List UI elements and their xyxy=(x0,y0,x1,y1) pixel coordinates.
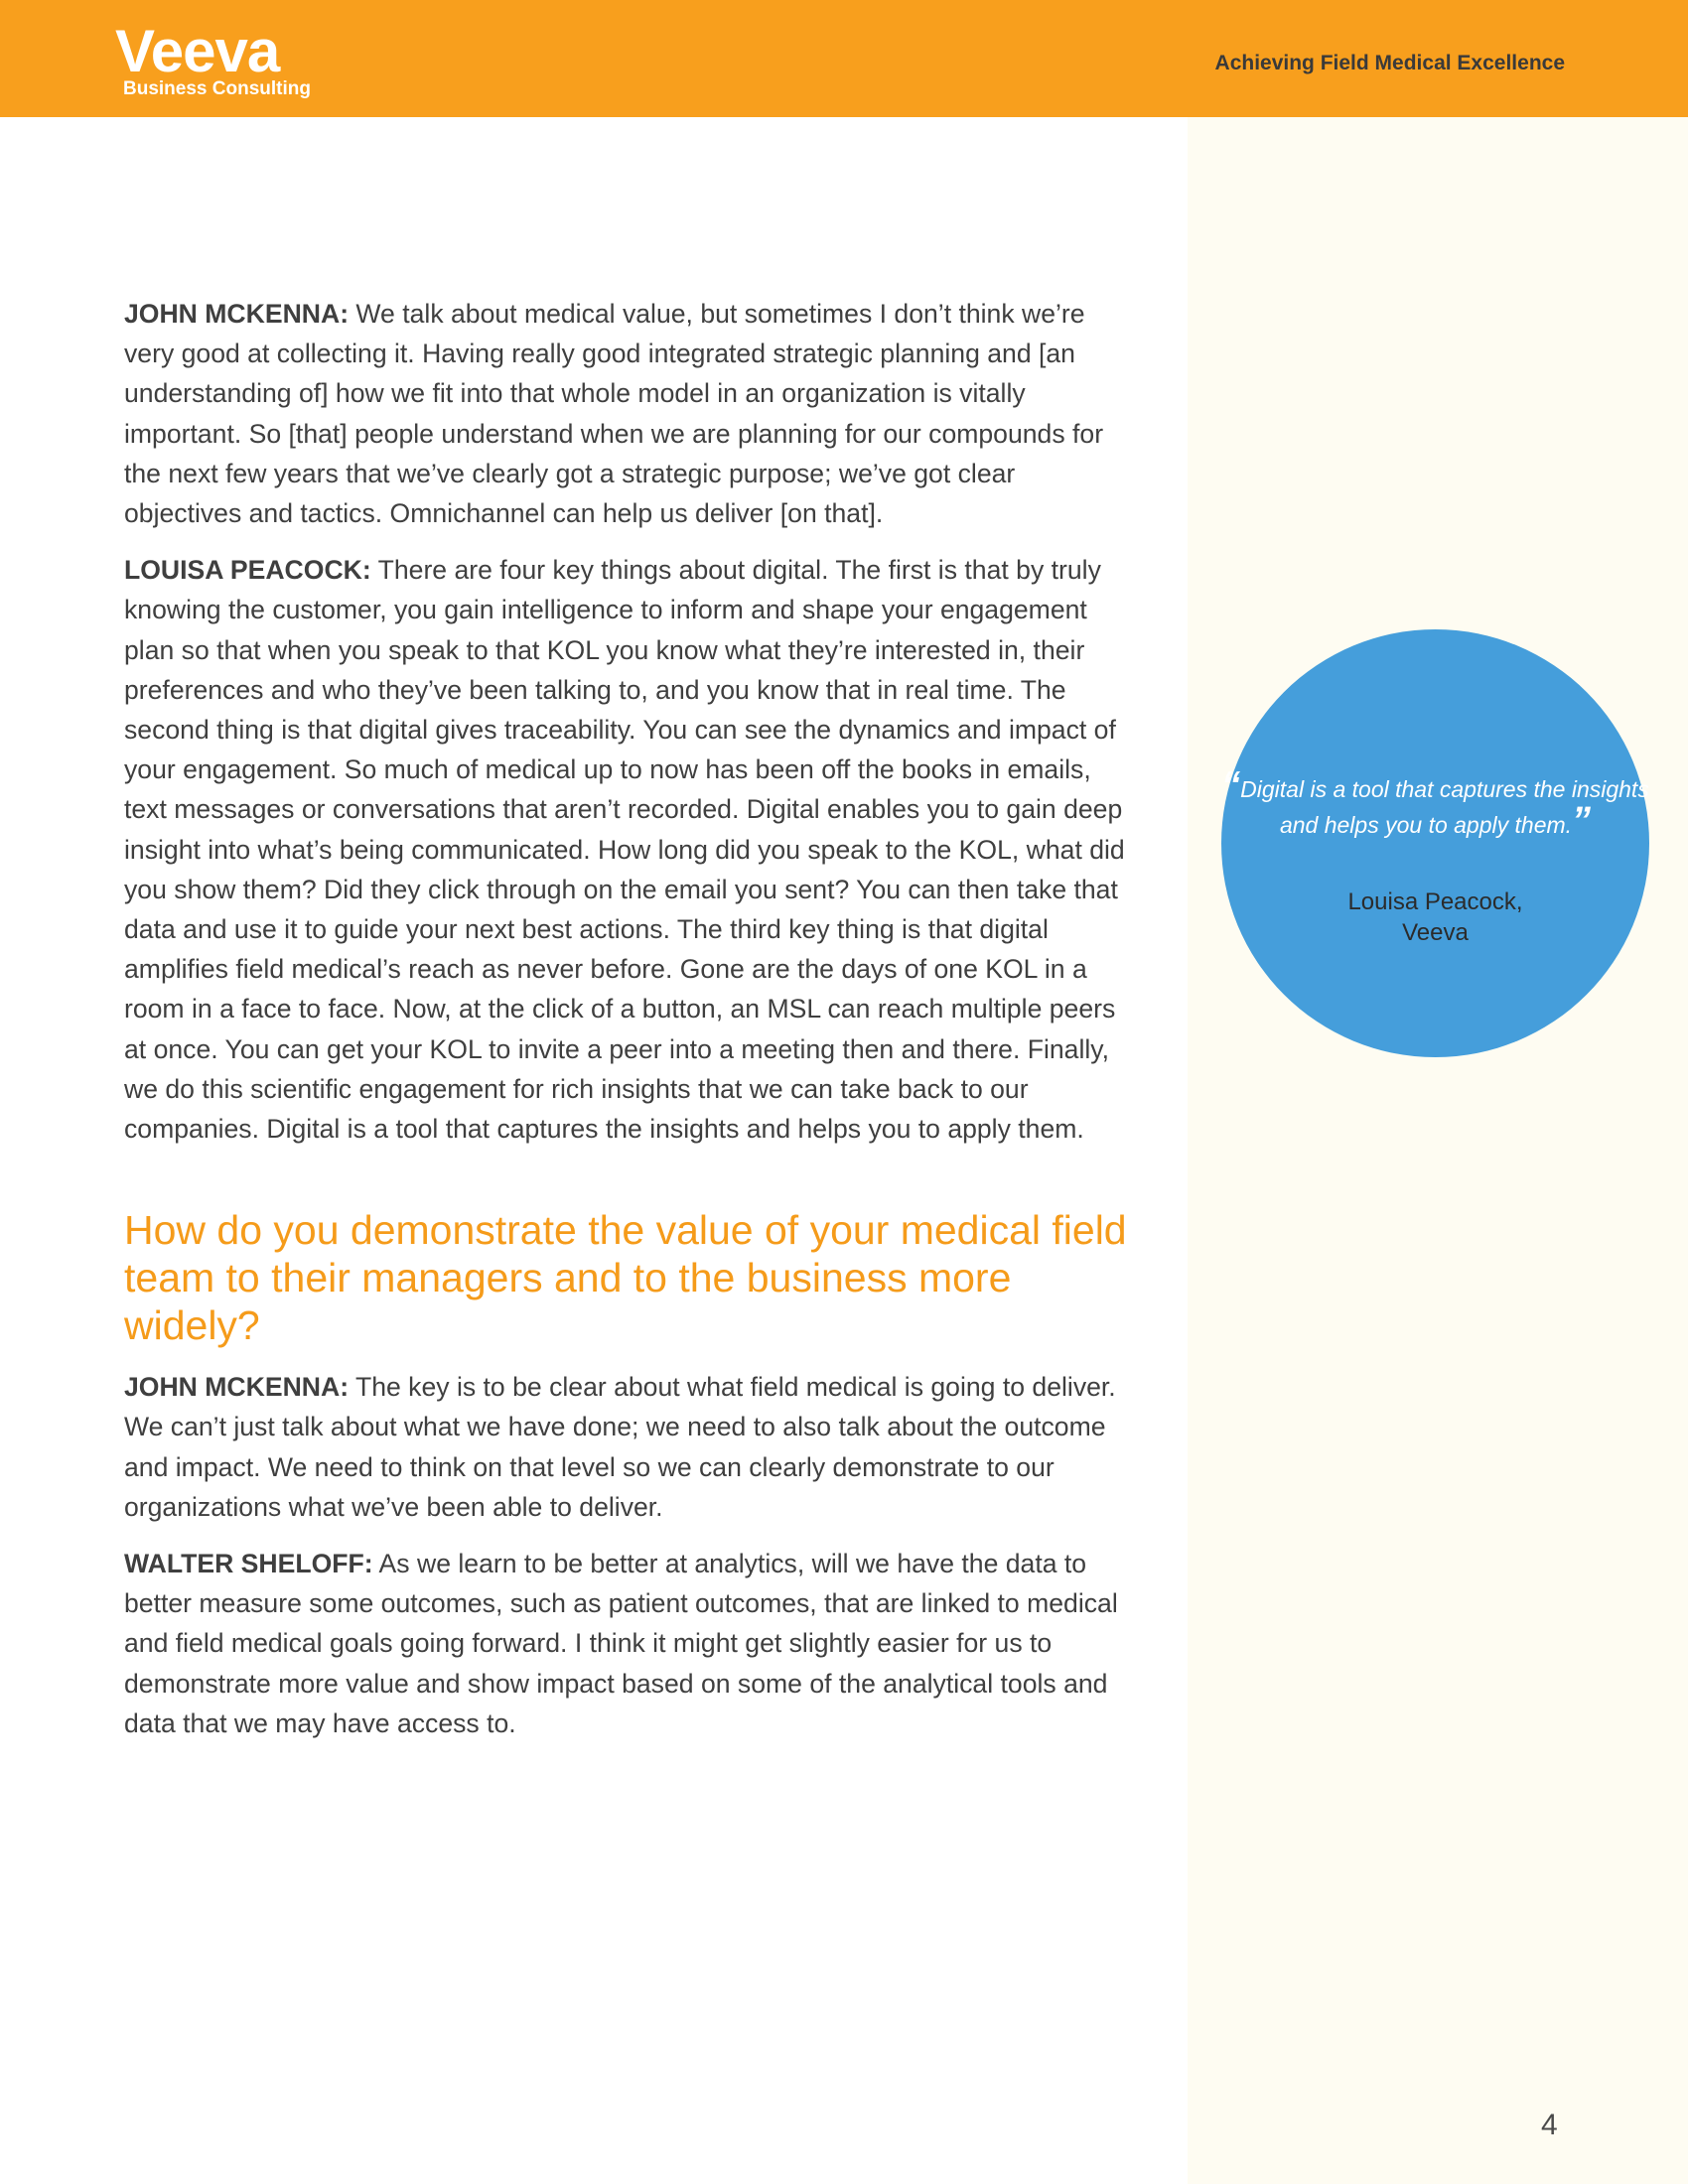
paragraph-walter-sheloff xyxy=(124,1544,1127,1743)
paragraph-text: There are four key things about digital. The first is that by truly knowing the customer, you gain intelligence to inform and shape your engagement plan so that when you speak to that KOL you know what they’re interested in, their preferences and who they’ve been talking to, and you know that in real time. The second thing is that digital gives traceability. You can see the dynamics and impact of your engagement. So much of medical up to now has been off the books in emails, text messages or conversations that aren’t recorded. Digital enables you to gain deep insight into what’s being communicated. How long did you speak to the KOL, what did you show them? Did they click through on the email you sent? You can then take that data and use it to guide your next best actions. The third key thing is that digital amplifies field medical’s reach as never before. Gone are the days of one KOL in a room in a face to face. Now, at the click of a button, an MSL can reach multiple peers at once. You can get your KOL to invite a peer into a meeting then and there. Finally, we do this scientific engagement for rich insights that we can take back to our companies. Digital is a tool that captures the insights and helps you to apply them. xyxy=(124,555,1125,1145)
paragraph-louisa-peacock xyxy=(124,550,1127,1149)
attribution-org: Veeva xyxy=(1402,919,1469,946)
paragraph-text: As we learn to be better at analytics, will we have the data to better measure some outcomes, such as patient outcomes, that are linked to medical and field medical goals going forward. I think it might get slightly easier for us to demonstrate more value and show impact based on some of the analytical tools and data that we may have access to. xyxy=(124,1549,1118,1738)
main-content xyxy=(124,294,1127,1760)
paragraph-text: We talk about medical value, but sometimes I don’t think we’re very good at collecting it. Having really good integrated strategic planning and [an understanding of] how we fit into that whole model in an organization is vitally important. So [that] people understand when we are planning for our compounds for the next few years that we’ve clearly got a strategic purpose; we’ve got clear objectives and tactics. Omnichannel can help us deliver [on that]. xyxy=(124,299,1104,529)
logo-wordmark: Veeva xyxy=(115,18,280,84)
paragraph-text: The key is to be clear about what field medical is going to deliver. We can’t just talk about what we have done; we need to also talk about the outcome and impact. We need to think on that level so we can clearly demonstrate to our organizations what we’ve been able to deliver. xyxy=(124,1372,1116,1522)
section-heading: How do you demonstrate the value of your medical field team to their managers and to the business more widely? xyxy=(124,1207,1127,1349)
pull-quote-circle xyxy=(1221,629,1649,1057)
veeva-logo xyxy=(115,18,311,99)
paragraph-john-mckenna-1 xyxy=(124,294,1127,533)
pull-quote-text xyxy=(1221,764,1649,843)
pull-quote-attribution xyxy=(1221,887,1649,948)
speaker-name: WALTER SHELOFF: xyxy=(124,1549,373,1579)
page-header xyxy=(0,0,1688,117)
paragraph-john-mckenna-2 xyxy=(124,1367,1127,1527)
open-quote-mark: “ xyxy=(1221,764,1241,806)
attribution-name: Louisa Peacock, xyxy=(1347,888,1523,915)
speaker-name: JOHN MCKENNA: xyxy=(124,299,350,329)
speaker-name: LOUISA PEACOCK: xyxy=(124,555,371,586)
page-number: 4 xyxy=(1541,2109,1558,2141)
logo-subtitle: Business Consulting xyxy=(123,78,311,99)
close-quote-mark: ” xyxy=(1572,800,1592,842)
pull-quote-body: Digital is a tool that captures the insights and helps you to apply them. xyxy=(1240,776,1649,838)
document-title: Achieving Field Medical Excellence xyxy=(1214,52,1565,74)
speaker-name: JOHN MCKENNA: xyxy=(124,1372,350,1403)
side-panel xyxy=(1188,117,1688,2184)
